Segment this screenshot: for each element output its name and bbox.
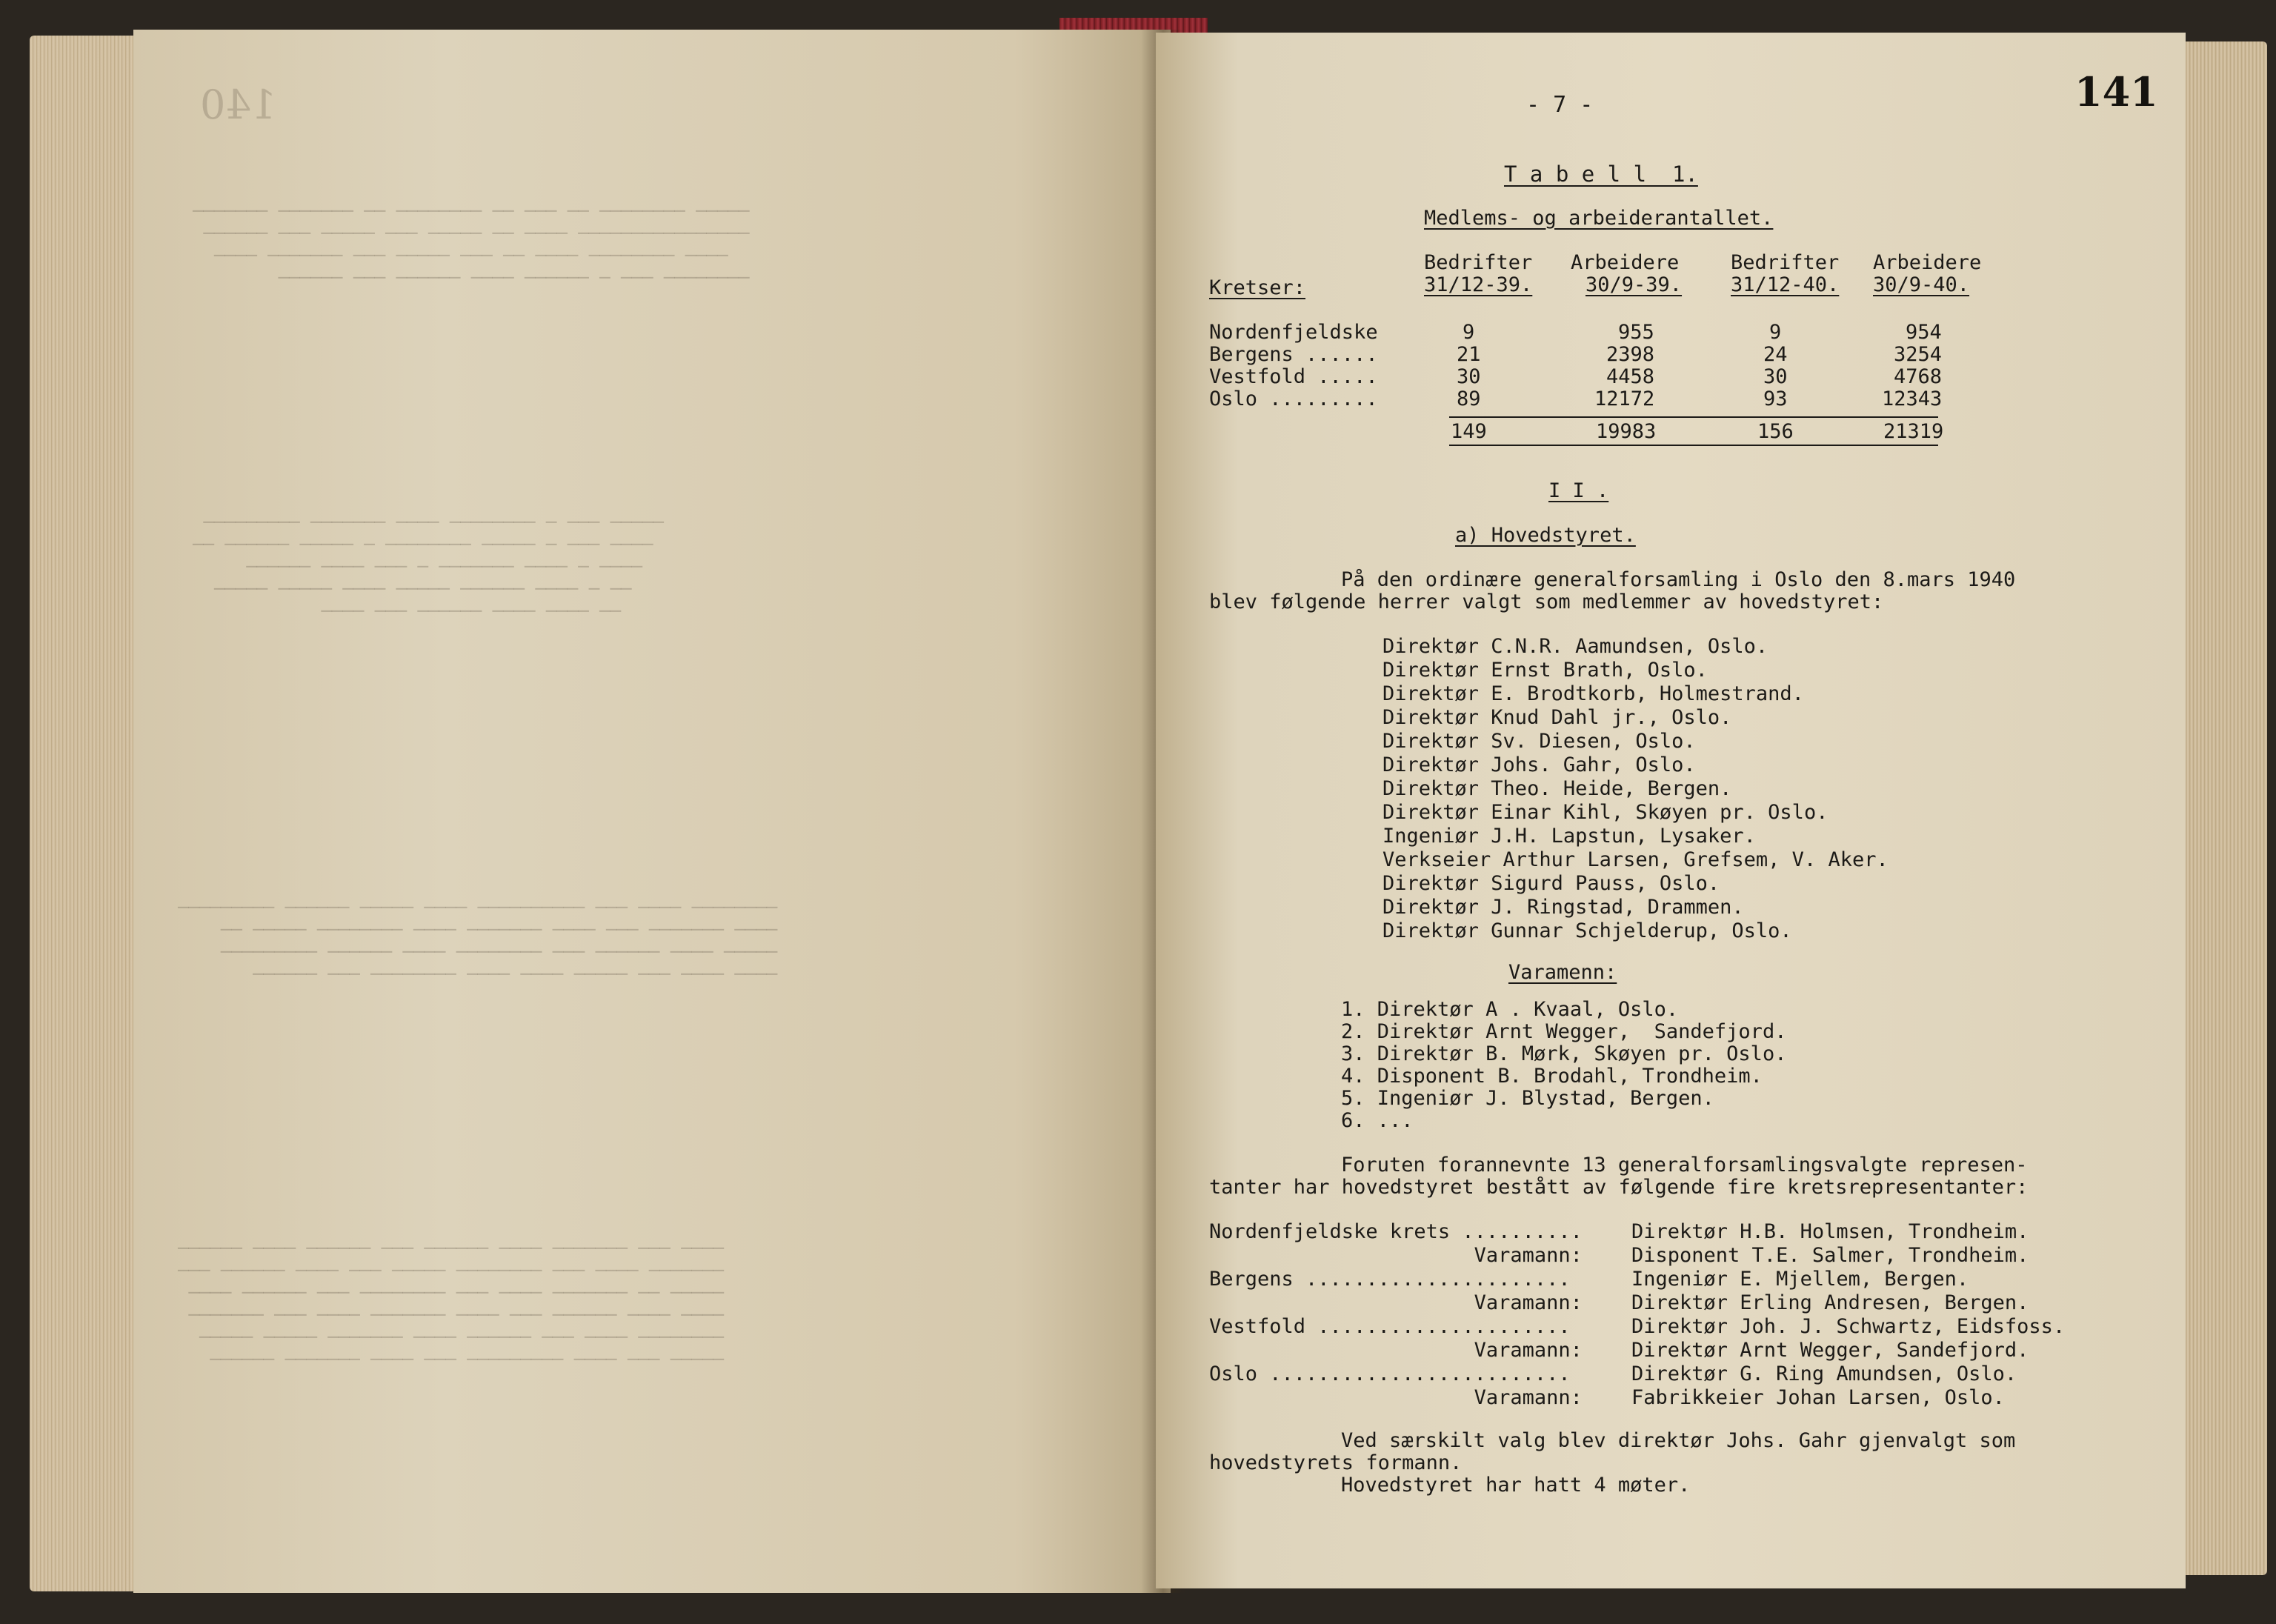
cell: 12343 bbox=[1882, 387, 1943, 410]
cell: 954 bbox=[1906, 321, 1942, 344]
krets-person: Direktør Joh. J. Schwartz, Eidsfoss. bbox=[1631, 1315, 2066, 1338]
cell: 2398 bbox=[1606, 343, 1655, 366]
list-item: Verkseier Arthur Larsen, Grefsem, V. Aker. bbox=[1382, 848, 1889, 871]
list-item: Direktør Knud Dahl jr., Oslo. bbox=[1382, 706, 1732, 729]
krets-label: Varamann: bbox=[1209, 1339, 1583, 1362]
paragraph-line: Foruten forannevnte 13 generalforsamlingsvalgte represen- bbox=[1341, 1154, 2028, 1177]
krets-person: Direktør H.B. Holmsen, Trondheim. bbox=[1631, 1220, 2029, 1243]
row-name: Bergens ...... bbox=[1209, 343, 1378, 366]
list-item: 4. Disponent B. Brodahl, Trondheim. bbox=[1341, 1065, 1763, 1088]
krets-label: Bergens ...................... bbox=[1209, 1268, 1571, 1291]
krets-label: Oslo ......................... bbox=[1209, 1362, 1571, 1385]
cell: 955 bbox=[1618, 321, 1654, 344]
list-item: 3. Direktør B. Mørk, Skøyen pr. Oslo. bbox=[1341, 1042, 1787, 1065]
left-page-folio-ghost: 140 bbox=[200, 81, 277, 128]
cell: 89 bbox=[1457, 387, 1481, 410]
list-item: 1. Direktør A . Kvaal, Oslo. bbox=[1341, 998, 1679, 1021]
table-subtitle: Medlems- og arbeiderantallet. bbox=[1424, 207, 1774, 230]
paragraph-line: Ved særskilt valg blev direktør Johs. Gahr gjenvalgt som bbox=[1341, 1429, 2016, 1452]
intro-line: blev følgende herrer valgt som medlemmer av hovedstyret: bbox=[1209, 590, 1884, 613]
table-sum-rule-bottom bbox=[1449, 445, 1938, 446]
col1-header-line1: Bedrifter bbox=[1424, 251, 1533, 274]
col1-header-line2: 31/12-39. bbox=[1424, 273, 1533, 296]
table-sum-rule-top bbox=[1449, 416, 1938, 418]
list-item: Direktør E. Brodtkorb, Holmestrand. bbox=[1382, 682, 1804, 705]
list-item: Direktør Ernst Brath, Oslo. bbox=[1382, 659, 1708, 682]
intro-line: På den ordinære generalforsamling i Oslo den 8.mars 1940 bbox=[1341, 568, 2016, 591]
col4-header-line2: 30/9-40. bbox=[1873, 273, 1970, 296]
section-heading: I I . bbox=[1548, 479, 1609, 502]
varamenn-heading: Varamenn: bbox=[1508, 961, 1617, 984]
bleed-through-text: ───── ──────── ── ─── ── ──────── ── ─────── ─────── ──────────────── ──── ── ───── ─── ───── ─── ────── ──── ──────── ──── ── ─── ───── ─── ─────── ──── ──────── ─── ─ ────── ──── ────── ─── ────── bbox=[193, 201, 750, 288]
list-item: Direktør Sv. Diesen, Oslo. bbox=[1382, 730, 1696, 753]
col3-header-line2: 31/12-40. bbox=[1731, 273, 1840, 296]
bleed-through-text: ──────── ──── ─── ────────── ──── ───── ────── ───────── ──── ─────── ─── ──── ─────── ──── ──────── ───── ── ───── ──── ────── ─── ──────── ──── ────── ───────── ──── ──── ─── ───── ──── ──── ──────── ─── ────── bbox=[178, 897, 778, 985]
list-item: Direktør C.N.R. Aamundsen, Oslo. bbox=[1382, 635, 1768, 658]
paragraph-line: hovedstyrets formann. bbox=[1209, 1451, 1463, 1474]
col2-header-line2: 30/9-39. bbox=[1585, 273, 1683, 296]
list-item: 6. ... bbox=[1341, 1109, 1414, 1132]
krets-person: Fabrikkeier Johan Larsen, Oslo. bbox=[1631, 1386, 2005, 1409]
col2-header-line1: Arbeidere bbox=[1571, 251, 1680, 274]
krets-label: Varamann: bbox=[1209, 1291, 1583, 1314]
page-folio: 141 bbox=[2074, 68, 2158, 116]
cell: 30 bbox=[1457, 365, 1481, 388]
row-name: Nordenfjeldske bbox=[1209, 321, 1378, 344]
list-item: 5. Ingeniør J. Blystad, Bergen. bbox=[1341, 1087, 1714, 1110]
cell: 4458 bbox=[1606, 365, 1655, 388]
cell: 9 bbox=[1463, 321, 1475, 344]
bleed-through-text: ──── ─── ─────── ──── ────── ─── ────── ──── ────── ─────── ──── ─── ──────── ───── ─── ──── ────── ─── ───── ── ─────── ──── ─── ──────── ─── ────── ──── ──── ──── ────── ─── ──── ─────── ──── ─── ─────── ──────── ──── ─── ────── ──── ─────── ───── ───── ───── ─── ──── ───────── ─── ──── ─────── ────── bbox=[178, 1238, 724, 1370]
paragraph-line: tanter har hovedstyret bestått av følgende fire kretsrepresentanter: bbox=[1209, 1176, 2029, 1199]
col3-header-line1: Bedrifter bbox=[1731, 251, 1840, 274]
subsection-heading: a) Hovedstyret. bbox=[1455, 524, 1636, 547]
cell: 149 bbox=[1451, 420, 1487, 443]
cell: 9 bbox=[1769, 321, 1782, 344]
cell: 156 bbox=[1757, 420, 1794, 443]
row-name: Oslo ......... bbox=[1209, 387, 1378, 410]
cell: 4768 bbox=[1894, 365, 1943, 388]
cell: 93 bbox=[1763, 387, 1788, 410]
list-item: Direktør Theo. Heide, Bergen. bbox=[1382, 777, 1732, 800]
list-item: Ingeniør J.H. Lapstun, Lysaker. bbox=[1382, 825, 1756, 848]
cell: 12172 bbox=[1594, 387, 1655, 410]
cell: 21319 bbox=[1883, 420, 1944, 443]
krets-label: Varamann: bbox=[1209, 1386, 1583, 1409]
row-name: Vestfold ..... bbox=[1209, 365, 1378, 388]
krets-person: Direktør Erling Andresen, Bergen. bbox=[1631, 1291, 2029, 1314]
cell: 30 bbox=[1763, 365, 1788, 388]
cell: 21 bbox=[1457, 343, 1481, 366]
list-item: Direktør Einar Kihl, Skøyen pr. Oslo. bbox=[1382, 801, 1829, 824]
krets-label: Varamann: bbox=[1209, 1244, 1583, 1267]
list-item: Direktør Sigurd Pauss, Oslo. bbox=[1382, 872, 1720, 895]
krets-label: Vestfold ..................... bbox=[1209, 1315, 1571, 1338]
cell: 19983 bbox=[1596, 420, 1657, 443]
krets-label: Nordenfjeldske krets .......... bbox=[1209, 1220, 1583, 1243]
krets-person: Direktør G. Ring Amundsen, Oslo. bbox=[1631, 1362, 2017, 1385]
list-item: Direktør Johs. Gahr, Oslo. bbox=[1382, 753, 1696, 776]
cell: 24 bbox=[1763, 343, 1788, 366]
cell: 3254 bbox=[1894, 343, 1943, 366]
left-page bbox=[133, 30, 1171, 1593]
list-item: Direktør Gunnar Schjelderup, Oslo. bbox=[1382, 919, 1792, 942]
bleed-through-text: ───── ─── ─ ──────── ──── ─────── ───────── ──── ─── ─ ───── ──────── ─ ───── ────── ── ──── ─ ──── ─────── ─ ─── ──── ────── ── ─ ──── ────── ───── ──── ───── ───── ── ──── ──── ────── ─── ──── bbox=[193, 512, 664, 622]
paragraph-line: Hovedstyret har hatt 4 møter. bbox=[1341, 1474, 1691, 1497]
page-number: - 7 - bbox=[1526, 92, 1594, 118]
table-row-header: Kretser: bbox=[1209, 276, 1306, 299]
krets-person: Ingeniør E. Mjellem, Bergen. bbox=[1631, 1268, 1969, 1291]
krets-person: Direktør Arnt Wegger, Sandefjord. bbox=[1631, 1339, 2029, 1362]
list-item: 2. Direktør Arnt Wegger, Sandefjord. bbox=[1341, 1020, 1787, 1043]
krets-person: Disponent T.E. Salmer, Trondheim. bbox=[1631, 1244, 2029, 1267]
col4-header-line1: Arbeidere bbox=[1873, 251, 1982, 274]
list-item: Direktør J. Ringstad, Drammen. bbox=[1382, 896, 1744, 919]
right-page bbox=[1156, 33, 2186, 1588]
table-title: T a b e l l 1. bbox=[1504, 162, 1698, 187]
